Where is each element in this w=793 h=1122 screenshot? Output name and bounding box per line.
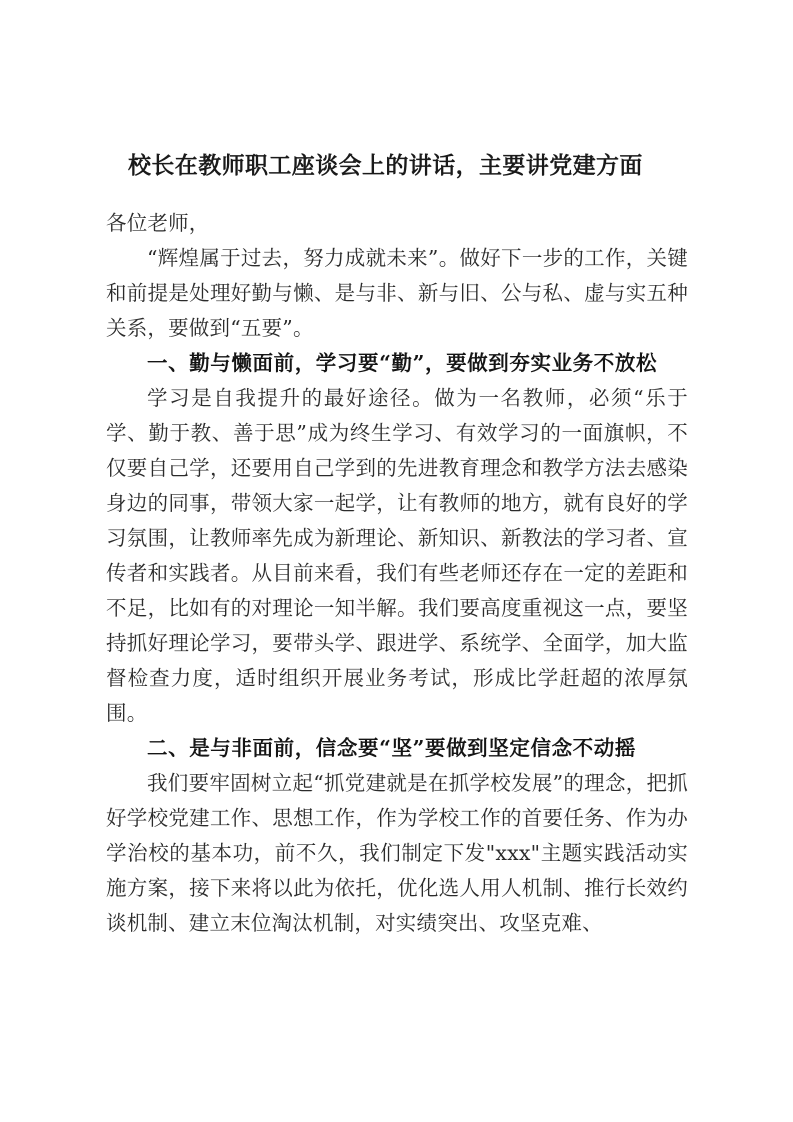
document-body	[106, 148, 688, 941]
section-heading-one: 一、勤与懒面前，学习要“勤”，要做到夯实业务不放松	[147, 351, 658, 375]
salutation-line: 各位老师，	[106, 211, 210, 235]
page-title: 校长在教师职工座谈会上的讲话，主要讲党建方面	[128, 152, 643, 179]
intro-paragraph: “辉煌属于过去，努力成就未来”。做好下一步的工作，关键和前提是处理好勤与懒、是与非、新与旧、公与私、虚与实五种关系，要做到“五要”。	[106, 246, 688, 340]
section-heading-two: 二、是与非面前，信念要“坚”要做到坚定信念不动摇	[147, 736, 636, 760]
section-one-paragraph: 学习是自我提升的最好途径。做为一名教师，必须“乐于学、勤于教、善于思”成为终生学习、有效学习的一面旗帜，不仅要自己学，还要用自己学到的先进教育理念和教学方法去感染身边的同事，带领大家一起学，让有教师的地方，就有良好的学习氛围，让教师率先成为新理论、新知识、新教法的学习者、宣传者和实践者。从目前来看，我们有些老师还存在一定的差距和不足，比如有的对理论一知半解。我们要高度重视这一点，要坚持抓好理论学习，要带头学、跟进学、系统学、全面学，加大监督检查力度，适时组织开展业务考试，形成比学赶超的浓厚氛围。	[106, 386, 688, 725]
section-two-paragraph: 我们要牢固树立起“抓党建就是在抓学校发展”的理念，把抓好学校党建工作、思想工作，作为学校工作的首要任务、作为办学治校的基本功，前不久，我们制定下发"xxx"主题实践活动实施方案，接下来将以此为依托，优化选人用人机制、推行长效约谈机制、建立末位淘汰机制，对实绩突出、攻坚克难、	[106, 771, 688, 935]
